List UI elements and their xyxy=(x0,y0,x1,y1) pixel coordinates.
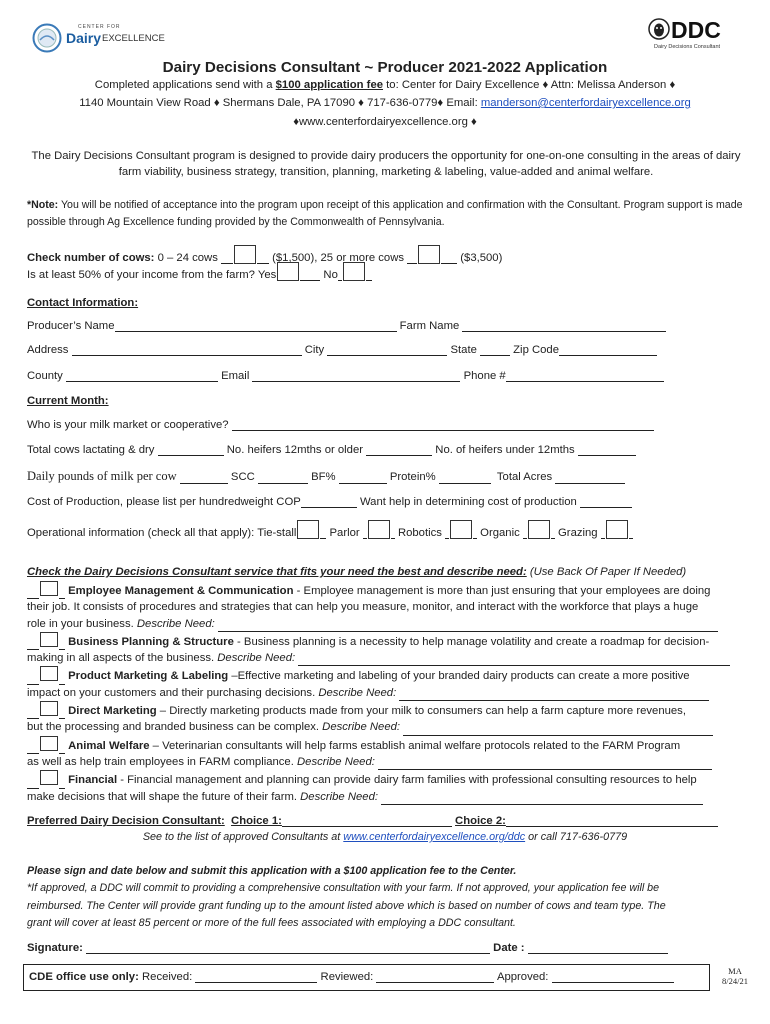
service-direct-marketing: Direct Marketing – Directly marketing products made from your milk to consumers can help a farm capture more revenues, xyxy=(27,701,745,719)
describe-animal-field[interactable] xyxy=(378,759,712,770)
service-animal-welfare: Animal Welfare – Veterinarian consultants will help farms establish animal welfare protocols related to the FARM Program xyxy=(27,736,745,754)
checkbox-income-yes[interactable] xyxy=(277,262,299,281)
cde-logo-top: CENTER FOR xyxy=(78,24,121,30)
checkbox-robotics[interactable] xyxy=(450,520,472,539)
herd-row: Total cows lactating & dry No. heifers 12mths or older No. of heifers under 12mths xyxy=(27,444,636,456)
ddc-logo xyxy=(648,17,738,57)
service-product-marketing: Product Marketing & Labeling –Effective marketing and labeling of your branded dairy products can create a more positive xyxy=(27,666,745,684)
current-month-heading: Current Month: xyxy=(27,395,109,407)
reviewed-field[interactable] xyxy=(376,971,494,983)
ddc-logo-text: DDC xyxy=(671,17,721,43)
service-financial: Financial - Financial management and planning can provide dairy farm families with professional consulting resources to help xyxy=(27,770,745,788)
phone-field[interactable] xyxy=(506,370,664,382)
county-field[interactable] xyxy=(66,370,218,382)
header-line-2: 1140 Mountain View Road ♦ Shermans Dale, PA 17090 ♦ 717-636-0779♦ Email: manderson@centerfordairyexcellence.org xyxy=(79,97,691,109)
state-field[interactable] xyxy=(480,344,510,356)
ddc-logo-sub: Dairy Decisions Consultant xyxy=(654,44,721,50)
application-fee: $100 application fee xyxy=(275,79,384,91)
zip-field[interactable] xyxy=(559,344,657,356)
checkbox-animal-welfare[interactable] xyxy=(40,736,58,751)
contact-heading: Contact Information: xyxy=(27,297,139,309)
address-field[interactable] xyxy=(72,344,302,356)
services-heading: Check the Dairy Decisions Consultant service that fits your need the best and describe need: (Use Back Of Paper If Needed) xyxy=(27,566,687,578)
choice-1-field[interactable] xyxy=(282,815,452,827)
checkbox-direct-marketing[interactable] xyxy=(40,701,58,716)
services-list: Employee Management & Communication - Employee management is more than just ensuring that your employees are doing their job. It consists of procedures and strategies that can help you measure, monitor, and interact with the workforce that plays a huge role in your business. Describe Need: Business Planning & Structure - Business planning is a necessity to help manage volatility and create a roadmap for decision- making in all aspects of the business. Describe Need: Product Marketing & Labeling –Effective marketing and labeling of your branded dairy products can create a more positive impact on your customers and their purchasing decisions. Describe Need: Direct Marketing – Directly marketing products made from your milk to consumers can help a farm capture more revenues, but the processing and branded business can be complex. Describe Need: Animal Welfare – Veterinarian consultants will help farms establish animal welfare protocols related to the FARM Program as well as help train employees in FARM compliance. Describe Need: Financial - Financial management and planning can provide dairy farm families with professional consulting resources to help make decisions that will shape the future of their farm. Describe Need: xyxy=(27,581,745,805)
version-stamp: MA 8/24/21 xyxy=(722,966,748,986)
describe-direct-field[interactable] xyxy=(403,725,713,736)
cop-field[interactable] xyxy=(301,496,357,508)
date-field[interactable] xyxy=(528,942,668,954)
checkbox-financial[interactable] xyxy=(40,770,58,785)
header-line-3: ♦www.centerfordairyexcellence.org ♦ xyxy=(293,116,477,128)
email-field[interactable] xyxy=(252,370,460,382)
cows-label: Check number of cows: xyxy=(27,252,155,264)
preferred-row: Preferred Dairy Decision Consultant: Choice 1: Choice 2: xyxy=(27,815,718,827)
describe-business-field[interactable] xyxy=(298,655,730,666)
intro-paragraph: The Dairy Decisions Consultant program is designed to provide dairy producers the opportunity for one-on-one consulting in the areas of dairy farm viability, business strategy, transition, planning, marketing & labeling, value-added and animal welfare. xyxy=(31,150,741,179)
contact-row-1: Producer’s Name Farm Name xyxy=(27,320,666,332)
farm-name-field[interactable] xyxy=(462,320,666,332)
cde-logo-excellence: EXCELLENCE xyxy=(102,33,165,44)
consultants-list-note: See to the list of approved Consultants at www.centerfordairyexcellence.org/ddc or call 717-636-0779 xyxy=(142,831,628,843)
city-field[interactable] xyxy=(327,344,447,356)
note-paragraph: *Note: You will be notified of acceptance into the program upon receipt of this application and confirmation with the Consultant. Program support is made possible through Ag Excellence funding provided by the Commonwealth of Pennsylvania. xyxy=(27,199,743,228)
page-title: Dairy Decisions Consultant ~ Producer 2021-2022 Application xyxy=(162,59,608,76)
describe-product-field[interactable] xyxy=(399,690,709,701)
heifers-older-field[interactable] xyxy=(366,444,432,456)
market-row: Who is your milk market or cooperative? xyxy=(27,419,654,431)
checkbox-tie-stall[interactable] xyxy=(297,520,319,539)
checkbox-product-marketing[interactable] xyxy=(40,666,58,681)
help-cop-field[interactable] xyxy=(580,496,632,508)
email-link[interactable]: manderson@centerfordairyexcellence.org xyxy=(480,97,691,109)
protein-field[interactable] xyxy=(439,472,491,484)
contact-row-2: Address City State Zip Code xyxy=(27,344,657,356)
signature-field[interactable] xyxy=(86,942,490,954)
checkbox-employee-management[interactable] xyxy=(40,581,58,596)
header-line-1: Completed applications send with a $100 application fee to: Center for Dairy Excellence ♦ Attn: Melissa Anderson ♦ xyxy=(94,79,676,91)
scc-field[interactable] xyxy=(258,472,308,484)
cde-logo-dairy: Dairy xyxy=(66,30,102,46)
approved-field[interactable] xyxy=(552,971,674,983)
checkbox-organic[interactable] xyxy=(528,520,550,539)
choice-2-field[interactable] xyxy=(506,815,718,827)
milk-row: Daily pounds of milk per cow SCC BF% Protein% Total Acres xyxy=(27,469,625,484)
checkbox-income-no[interactable] xyxy=(343,262,365,281)
ddc-cow-icon xyxy=(648,17,670,43)
bf-field[interactable] xyxy=(339,472,387,484)
cde-seal-icon xyxy=(32,23,62,53)
contact-row-3: County Email Phone # xyxy=(27,370,664,382)
received-field[interactable] xyxy=(195,971,317,983)
describe-employee-field[interactable] xyxy=(218,621,718,632)
signature-row: Signature: Date : xyxy=(27,942,668,954)
total-acres-field[interactable] xyxy=(555,472,625,484)
sign-instructions: Please sign and date below and submit this application with a $100 application fee to the Center. *If approved, a DDC will commit to providing a comprehensive consultation with your farm. If not approved, your application fee will be reimbursed. The Center will provide grant funding up to the amount listed above which is based on number of cows and team type. The grant will cover at least 85 percent or more of the full fees associated with employing a DDC consultant. xyxy=(27,865,666,929)
office-use-box: CDE office use only: Received: Reviewed: Approved: xyxy=(23,964,710,991)
service-employee-management: Employee Management & Communication - Employee management is more than just ensuring that your employees are doing xyxy=(27,581,745,599)
checkbox-business-planning[interactable] xyxy=(40,632,58,647)
lactating-field[interactable] xyxy=(158,444,224,456)
cows-row: Check number of cows: 0 – 24 cows ($1,500), 25 or more cows ($3,500) xyxy=(27,245,502,264)
income-row: Is at least 50% of your income from the farm? Yes No xyxy=(27,262,372,281)
cde-logo xyxy=(32,22,165,54)
operational-row: Operational information (check all that apply): Tie-stall Parlor Robotics Organic Grazing xyxy=(27,520,633,539)
cop-row: Cost of Production, please list per hundredweight COP Want help in determining cost of production xyxy=(27,496,632,508)
checkbox-parlor[interactable] xyxy=(368,520,390,539)
service-business-planning: Business Planning & Structure - Business planning is a necessity to help manage volatility and create a roadmap for decision- xyxy=(27,632,745,650)
checkbox-25-plus-cows[interactable] xyxy=(418,245,440,264)
describe-financial-field[interactable] xyxy=(381,794,703,805)
producer-name-field[interactable] xyxy=(115,320,397,332)
consultants-link[interactable]: www.centerfordairyexcellence.org/ddc xyxy=(343,831,526,843)
daily-milk-field[interactable] xyxy=(180,472,228,484)
checkbox-grazing[interactable] xyxy=(606,520,628,539)
milk-market-field[interactable] xyxy=(232,419,654,431)
office-use-label: CDE office use only: xyxy=(29,971,139,983)
heifers-under-field[interactable] xyxy=(578,444,636,456)
